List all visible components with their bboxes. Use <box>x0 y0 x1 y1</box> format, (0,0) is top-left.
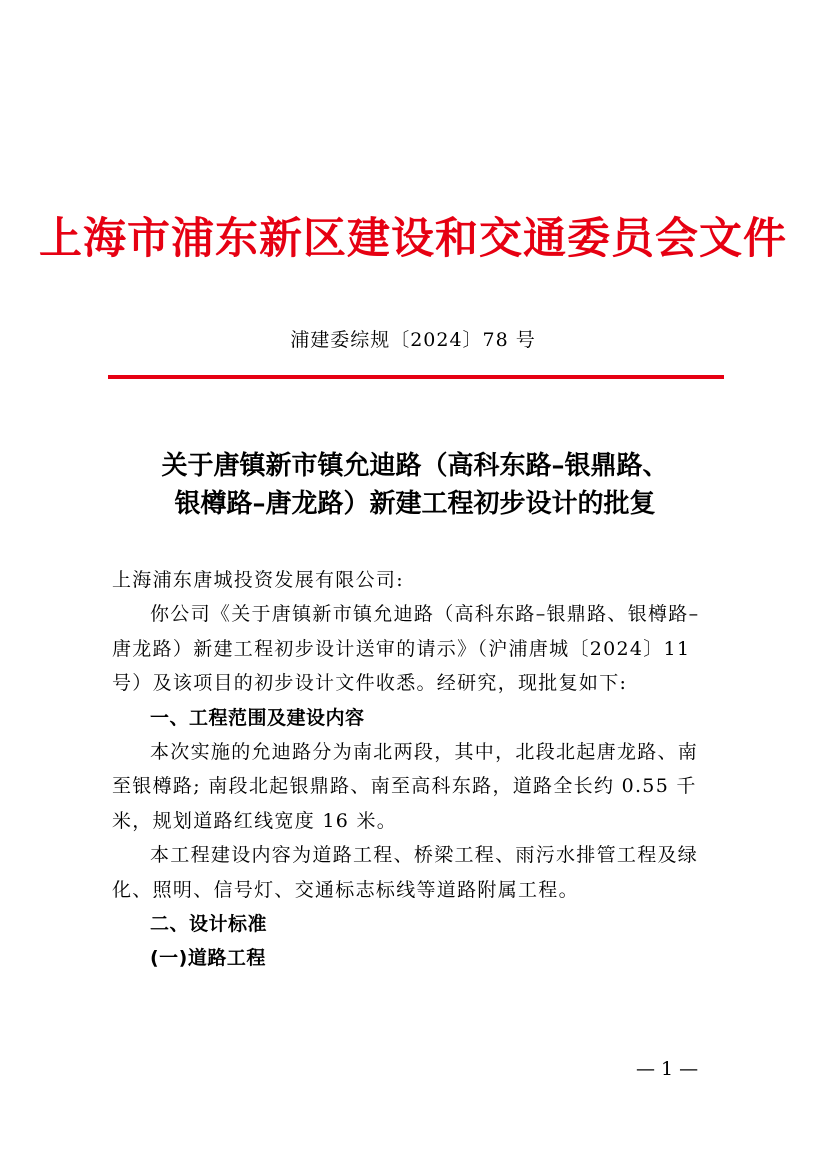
document-number: 浦建委综规〔2024〕78 号 <box>290 329 536 351</box>
issuing-organization-header: 上海市浦东新区建设和交通委员会文件 <box>39 214 787 264</box>
intro-paragraph: 你公司《关于唐镇新市镇允迪路（高科东路–银鼎路、银樽路–唐龙路）新建工程初步设计送审的请示》（沪浦唐城〔2024〕11 号）及该项目的初步设计文件收悉。经研究，现批复如下: <box>112 603 700 695</box>
title-line-1: 关于唐镇新市镇允迪路（高科东路–银鼎路、 <box>161 451 669 481</box>
document-title <box>100 447 730 523</box>
addressee: 上海浦东唐城投资发展有限公司: <box>112 569 404 591</box>
section-2-subheading-1: (一)道路工程 <box>150 947 266 970</box>
section-1-paragraph-2: 本工程建设内容为道路工程、桥梁工程、雨污水排管工程及绿化、照明、信号灯、交通标志标线等道路附属工程。 <box>112 844 699 901</box>
red-separator-line <box>108 375 724 379</box>
document-body <box>112 563 716 976</box>
page-number: — 1 — <box>636 1058 699 1080</box>
section-2-heading: 二、设计标准 <box>150 913 268 936</box>
title-line-2: 银樽路–唐龙路）新建工程初步设计的批复 <box>174 489 656 519</box>
section-1-paragraph-1: 本次实施的允迪路分为南北两段，其中，北段北起唐龙路、南至银樽路; 南段北起银鼎路、南至高科东路，道路全长约 0.55 千米，规划道路红线宽度 16 米。 <box>112 741 699 832</box>
section-1-heading: 一、工程范围及建设内容 <box>150 706 365 729</box>
